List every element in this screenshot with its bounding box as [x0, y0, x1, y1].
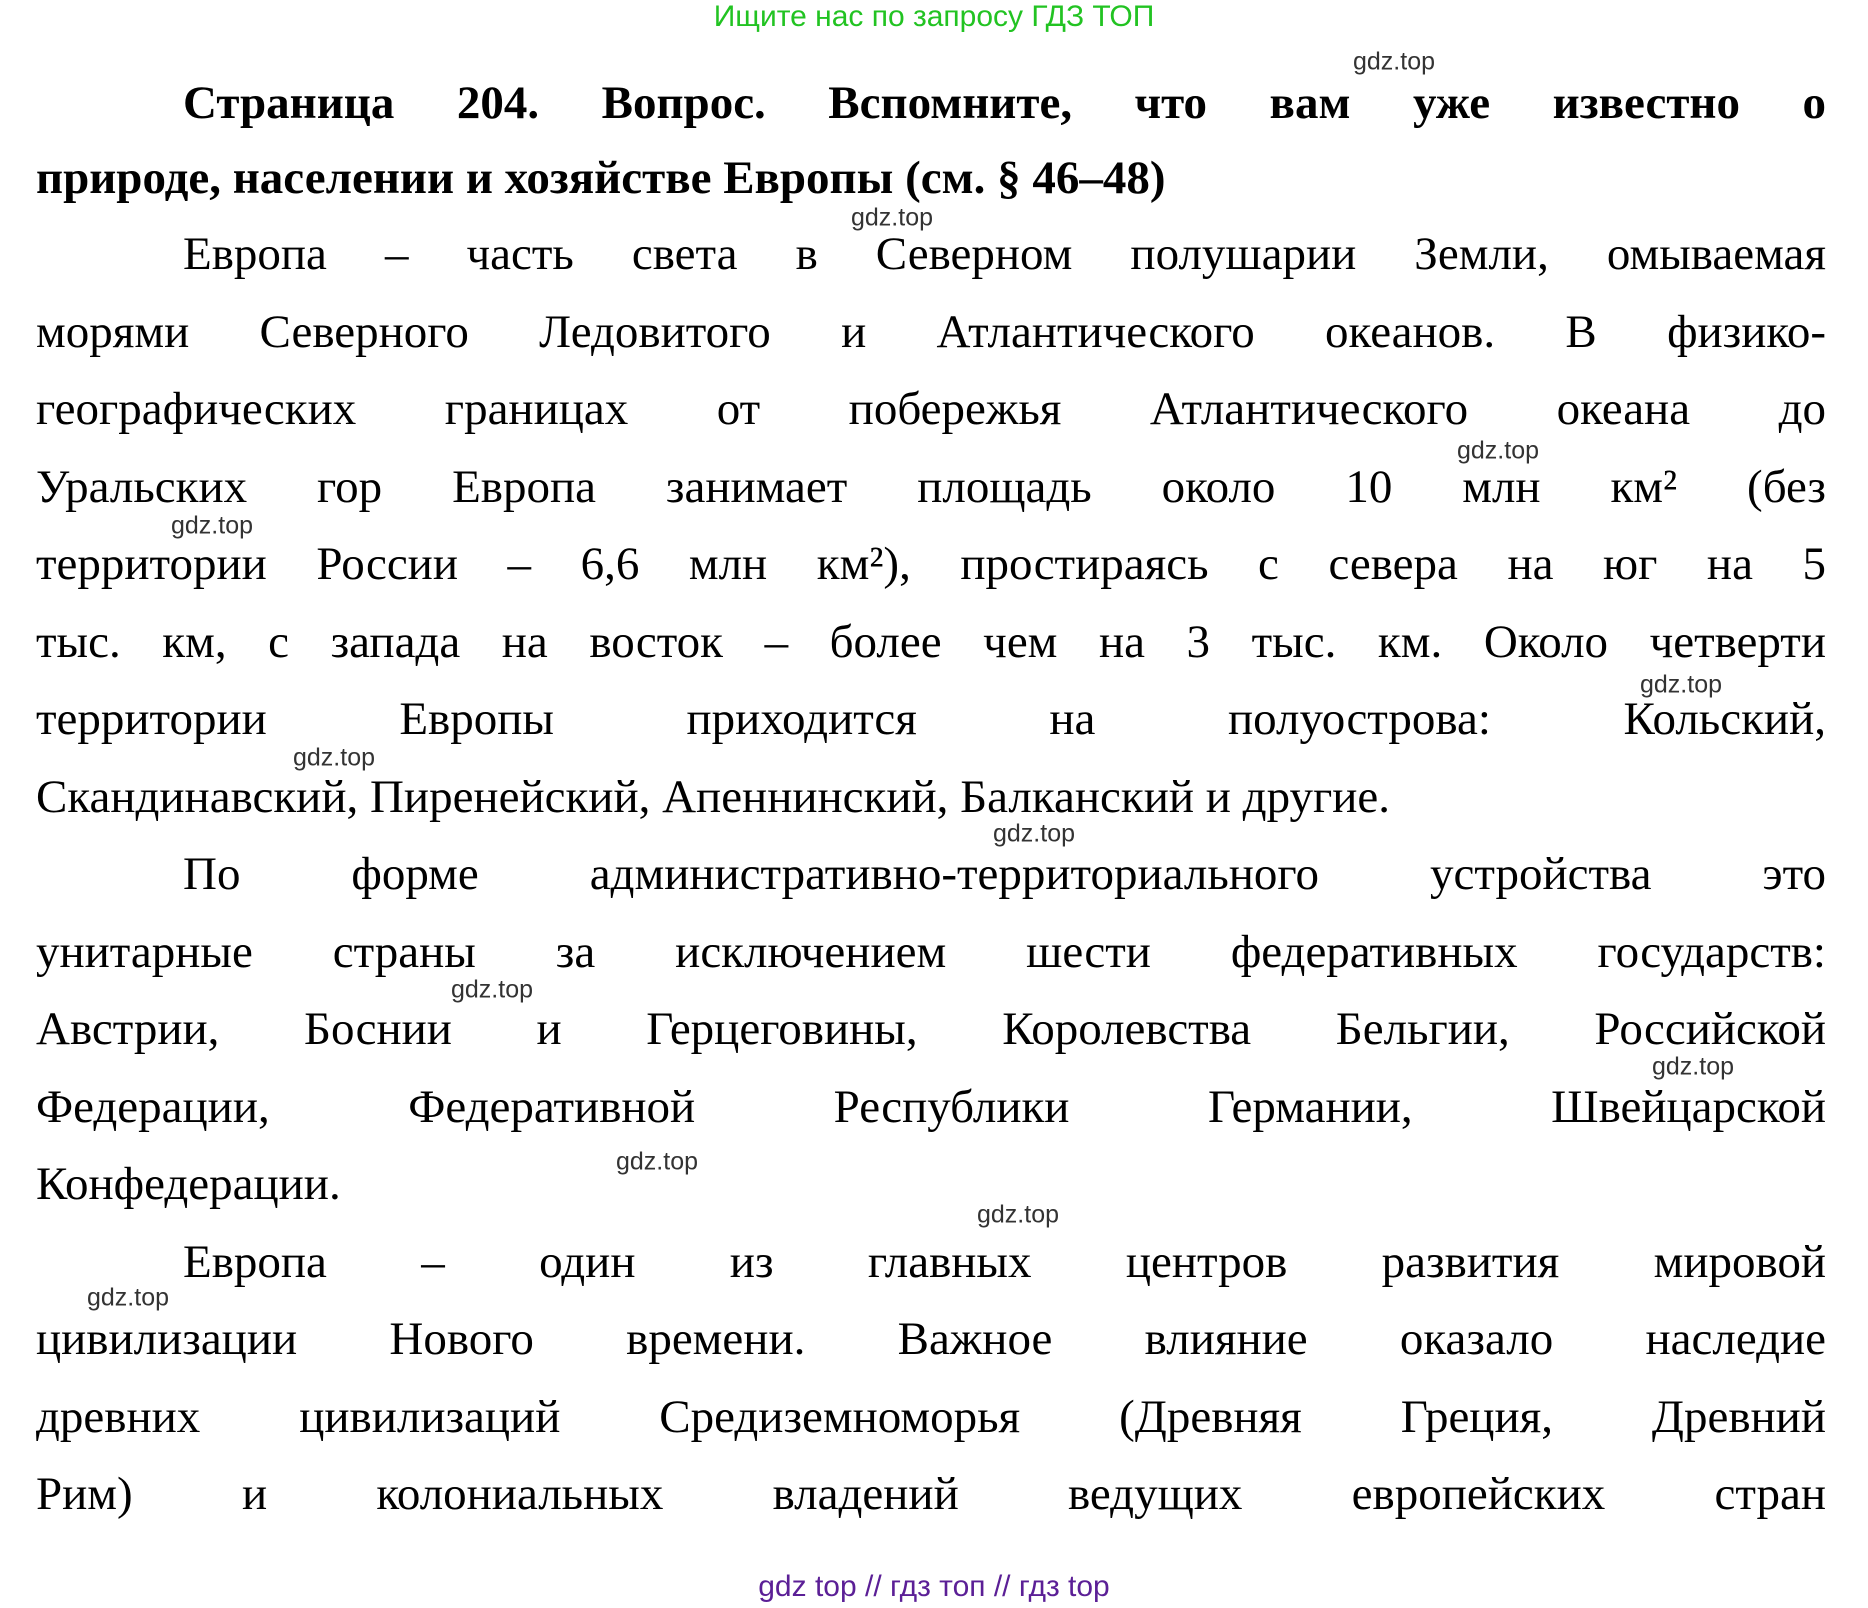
paragraph-line: Австрии, Боснии и Герцеговины, Королевства Бельгии, Российской — [36, 1003, 1826, 1055]
watermark-text: gdz.top — [170, 511, 254, 540]
paragraph-line: территории Европы приходится на полуострова: Кольский, — [36, 693, 1826, 745]
watermark-text: gdz.top — [992, 819, 1076, 848]
paragraph-line: Европа – один из главных центров развития мировой — [183, 1236, 1826, 1288]
watermark-text: gdz.top — [86, 1283, 170, 1312]
watermark-text: gdz.top — [850, 203, 934, 232]
paragraph-line: древних цивилизаций Средиземноморья (Древняя Греция, Древний — [36, 1391, 1826, 1443]
paragraph-line: географических границах от побережья Атлантического океана до — [36, 383, 1826, 435]
paragraph-line: Конфедерации. — [36, 1158, 341, 1210]
paragraph-line: морями Северного Ледовитого и Атлантического океанов. В физико- — [36, 306, 1826, 358]
paragraph-line: Федерации, Федеративной Республики Германии, Швейцарской — [36, 1081, 1826, 1133]
paragraph-line: Скандинавский, Пиренейский, Апеннинский, Балканский и другие. — [36, 771, 1391, 823]
watermark-text: gdz.top — [976, 1200, 1060, 1229]
footer-watermark: gdz top // гдз топ // гдз top — [758, 1570, 1110, 1603]
search-hint-banner: Ищите нас по запросу ГДЗ ТОП — [713, 0, 1155, 33]
watermark-text: gdz.top — [450, 975, 534, 1004]
heading-line: Страница 204. Вопрос. Вспомните, что вам уже известно о — [183, 77, 1826, 129]
paragraph-line: Уральских гор Европа занимает площадь около 10 млн км² (без — [36, 461, 1826, 513]
heading-line: природе, населении и хозяйстве Европы (см. § 46–48) — [36, 152, 1166, 204]
paragraph-line: По форме административно-территориального устройства это — [183, 848, 1826, 900]
watermark-text: gdz.top — [1639, 670, 1723, 699]
paragraph-line: унитарные страны за исключением шести федеративных государств: — [36, 926, 1826, 978]
watermark-text: gdz.top — [615, 1147, 699, 1176]
watermark-text: gdz.top — [1456, 436, 1540, 465]
paragraph-line: тыс. км, с запада на восток – более чем на 3 тыс. км. Около четверти — [36, 616, 1826, 668]
paragraph-line: Европа – часть света в Северном полушарии Земли, омываемая — [183, 228, 1826, 280]
paragraph-line: Рим) и колониальных владений ведущих европейских стран — [36, 1468, 1826, 1520]
watermark-text: gdz.top — [292, 743, 376, 772]
paragraph-line: территории России – 6,6 млн км²), простираясь с севера на юг на 5 — [36, 538, 1826, 590]
watermark-text: gdz.top — [1651, 1052, 1735, 1081]
paragraph-line: цивилизации Нового времени. Важное влияние оказало наследие — [36, 1313, 1826, 1365]
watermark-text: gdz.top — [1352, 47, 1436, 76]
